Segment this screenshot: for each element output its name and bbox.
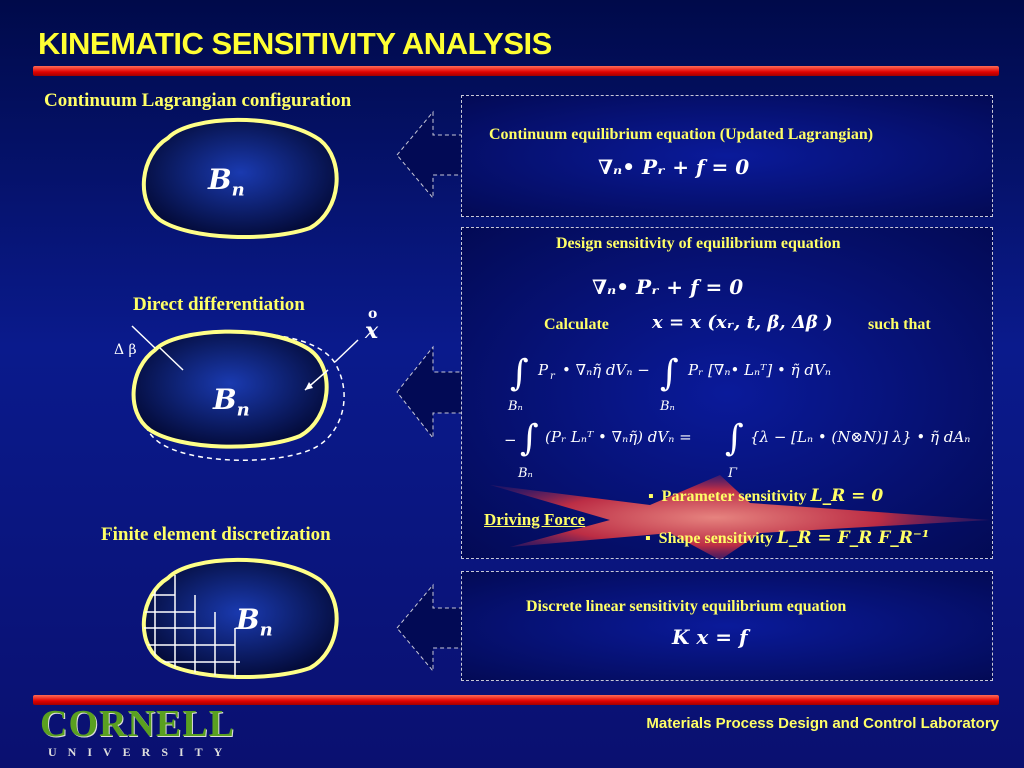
body-label-3: $B_n$ bbox=[236, 603, 273, 641]
svg-text:Bₙ: Bₙ bbox=[660, 399, 675, 414]
label-continuum-config: Continuum Lagrangian configuration bbox=[44, 90, 352, 111]
calculate-expression: x = x (xᵣ, t, β, Δβ ) bbox=[652, 312, 833, 333]
body-label-1: $B_n$ bbox=[208, 163, 245, 201]
svg-text:r: r bbox=[550, 371, 555, 382]
svg-text:Γ: Γ bbox=[728, 466, 738, 481]
svg-text:P: P bbox=[538, 361, 549, 379]
svg-text:Pᵣ [∇ₙ• Lₙᵀ] • η̃ dVₙ: Pᵣ [∇ₙ• Lₙᵀ] • η̃ dVₙ bbox=[688, 361, 831, 379]
label-direct-diff: Direct differentiation bbox=[133, 294, 305, 315]
panel3-heading: Discrete linear sensitivity equilibrium equation bbox=[526, 598, 847, 615]
lab-name: Materials Process Design and Control Laboratory bbox=[646, 715, 999, 732]
svg-text:−: − bbox=[504, 431, 517, 449]
xdot-label: o x bbox=[365, 306, 379, 344]
panel2-heading: Design sensitivity of equilibrium equation bbox=[556, 235, 841, 252]
svg-text:∫: ∫ bbox=[660, 353, 679, 394]
svg-text:(Pᵣ Lₙᵀ • ∇ₙη̃) dVₙ =: (Pᵣ Lₙᵀ • ∇ₙη̃) dVₙ = bbox=[545, 428, 692, 446]
svg-text:∫: ∫ bbox=[510, 353, 529, 394]
driving-force-label: Driving Force bbox=[484, 510, 586, 529]
svg-text:∫: ∫ bbox=[520, 418, 539, 459]
svg-text:• ∇ₙη̃ dVₙ −: • ∇ₙη̃ dVₙ − bbox=[562, 361, 650, 379]
slide-title: KINEMATIC SENSITIVITY ANALYSIS bbox=[38, 26, 552, 61]
arrow-left-3 bbox=[395, 583, 465, 673]
delta-beta-label: Δ β bbox=[114, 342, 137, 358]
sensitivity-integral-equation bbox=[500, 345, 990, 485]
calculate-label: Calculate bbox=[544, 316, 609, 333]
body-label-2: $B_n$ bbox=[213, 383, 250, 421]
bullet-parameter-sensitivity: ▪ Parameter sensitivity L_R = 0 bbox=[648, 486, 884, 506]
panel2-equation: ∇ₙ• Pᵣ + f = 0 bbox=[592, 275, 744, 299]
svg-text:Bₙ: Bₙ bbox=[508, 399, 523, 414]
top-red-bar bbox=[33, 66, 999, 76]
cornell-logo: CORNELL bbox=[40, 703, 235, 745]
such-that-label: such that bbox=[868, 316, 931, 333]
svg-text:{λ − [Lₙ • (N⊗N)] λ} • η̃ dAₙ: {λ − [Lₙ • (N⊗N)] λ} • η̃ dAₙ bbox=[750, 428, 971, 446]
bullet-shape-sensitivity: ▪ Shape sensitivity L_R = F_R F_R⁻¹ bbox=[645, 528, 930, 548]
arrow-left-1 bbox=[395, 110, 465, 200]
svg-text:Bₙ: Bₙ bbox=[518, 466, 533, 481]
arrow-left-2 bbox=[395, 345, 465, 440]
panel1-equation: ∇ₙ• Pᵣ + f = 0 bbox=[598, 155, 750, 179]
svg-text:∫: ∫ bbox=[725, 418, 744, 459]
panel3-equation: K x = f bbox=[672, 625, 748, 649]
panel1-heading: Continuum equilibrium equation (Updated Lagrangian) bbox=[489, 126, 874, 143]
label-fe-discretization: Finite element discretization bbox=[101, 524, 331, 545]
cornell-university-text: UNIVERSITY bbox=[48, 745, 234, 759]
